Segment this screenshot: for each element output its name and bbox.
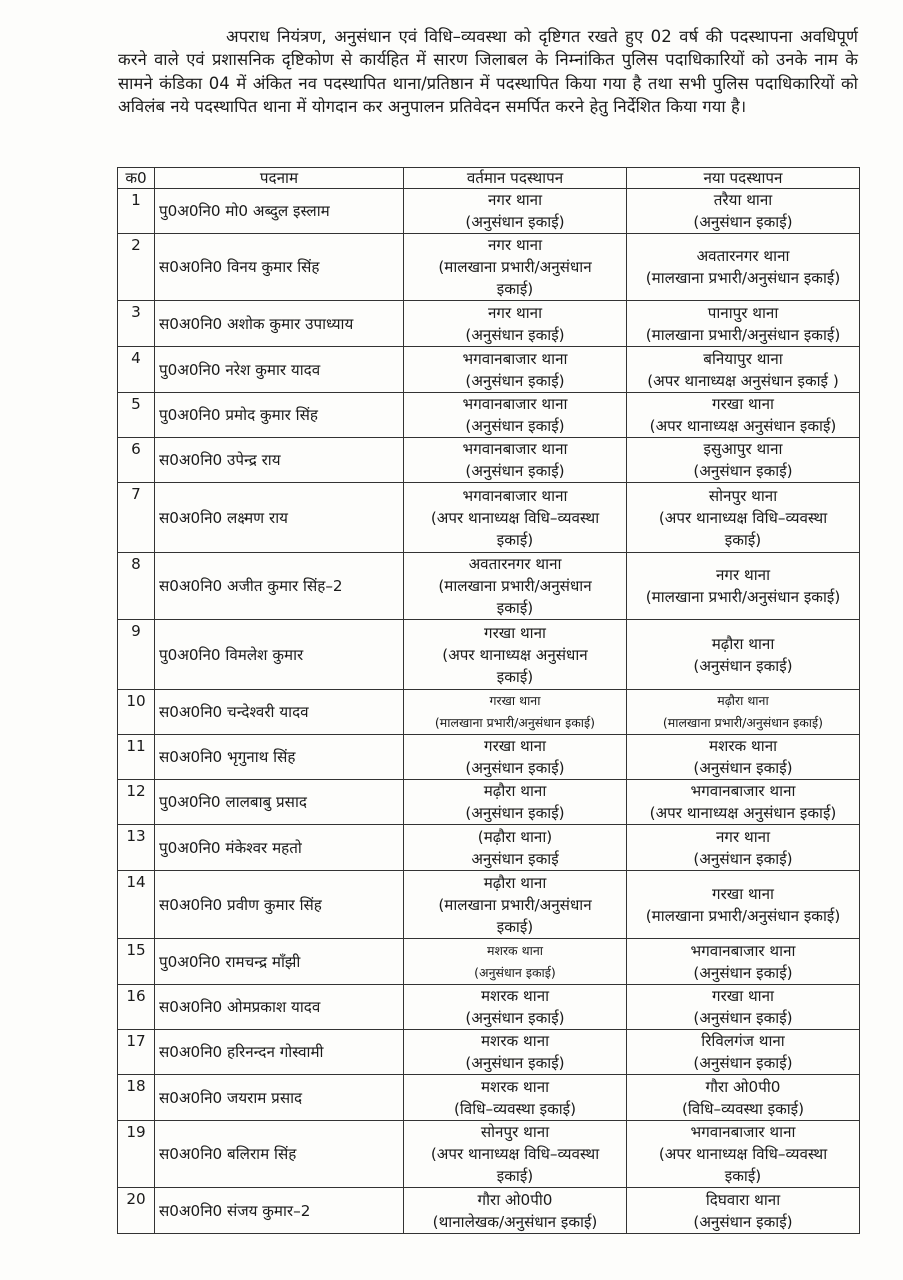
serial-number: 13 bbox=[118, 825, 155, 871]
table-row bbox=[118, 735, 860, 780]
new-posting-line: (अनुसंधान इकाई) bbox=[693, 1009, 793, 1027]
new-posting-line: (अनुसंधान इकाई) bbox=[693, 759, 793, 777]
current-posting bbox=[404, 189, 627, 234]
table-row bbox=[118, 189, 860, 234]
officer-name: स0अ0नि0 जयराम प्रसाद bbox=[155, 1075, 404, 1121]
serial-number: 5 bbox=[118, 393, 155, 438]
current-posting-line: इकाई) bbox=[496, 599, 534, 617]
current-posting bbox=[404, 939, 627, 985]
new-posting bbox=[627, 189, 860, 234]
new-posting bbox=[627, 1188, 860, 1234]
current-posting bbox=[404, 1030, 627, 1075]
table-row bbox=[118, 553, 860, 620]
officer-name: स0अ0नि0 हरिनन्दन गोस्वामी bbox=[155, 1030, 404, 1075]
current-posting bbox=[404, 483, 627, 553]
new-posting-line: (अनुसंधान इकाई) bbox=[693, 462, 793, 480]
current-posting bbox=[404, 234, 627, 301]
current-posting bbox=[404, 690, 627, 735]
new-posting-line: (मालखाना प्रभारी/अनुसंधान इकाई) bbox=[662, 715, 824, 730]
new-posting-line: (अनुसंधान इकाई) bbox=[693, 213, 793, 231]
current-posting-line: (अनुसंधान इकाई) bbox=[465, 462, 565, 480]
current-posting-line: (अपर थानाध्यक्ष विधि–व्यवस्था bbox=[430, 508, 600, 527]
current-posting bbox=[404, 825, 627, 871]
serial-number: 7 bbox=[118, 483, 155, 553]
current-posting-line: (अपर थानाध्यक्ष विधि–व्यवस्था bbox=[430, 1145, 600, 1163]
serial-number: 6 bbox=[118, 438, 155, 483]
new-posting-line: (अपर थानाध्यक्ष विधि–व्यवस्था bbox=[658, 1145, 828, 1163]
new-posting-line: मढ़ौरा थाना bbox=[711, 634, 775, 653]
table-row bbox=[118, 939, 860, 985]
new-posting-line: (मालखाना प्रभारी/अनुसंधान इकाई) bbox=[645, 325, 841, 344]
new-posting bbox=[627, 620, 860, 690]
new-posting-line: (मालखाना प्रभारी/अनुसंधान इकाई) bbox=[645, 269, 841, 287]
new-posting bbox=[627, 234, 860, 301]
officer-name: पु0अ0नि0 नरेश कुमार यादव bbox=[155, 347, 404, 393]
new-posting-line: (मालखाना प्रभारी/अनुसंधान इकाई) bbox=[645, 588, 841, 606]
table-row bbox=[118, 1075, 860, 1121]
serial-number: 14 bbox=[118, 871, 155, 939]
new-posting-line: तरैया थाना bbox=[713, 191, 773, 209]
current-posting-line: (मालखाना प्रभारी/अनुसंधान bbox=[438, 258, 592, 276]
serial-number: 10 bbox=[118, 690, 155, 735]
table-body bbox=[118, 189, 860, 1234]
current-posting bbox=[404, 780, 627, 825]
table-row bbox=[118, 483, 860, 553]
officer-name: स0अ0नि0 संजय कुमार–2 bbox=[155, 1188, 404, 1234]
new-posting-line: इकाई) bbox=[724, 1167, 762, 1185]
officer-name: पु0अ0नि0 रामचन्द्र माँझी bbox=[155, 939, 404, 985]
serial-number: 9 bbox=[118, 620, 155, 690]
serial-number: 18 bbox=[118, 1075, 155, 1121]
new-posting bbox=[627, 825, 860, 871]
intro-paragraph: अपराध नियंत्रण, अनुसंधान एवं विधि–व्यवस्था को दृष्टिगत रखते हुए 02 वर्ष की पदस्थापना अवधिपूर्ण करने वाले एवं प्रशासनिक दृष्टिकोण से कार्यहित में सारण जिलाबल के निम्नांकित पुलिस पदाधिकारियों को उनके नाम के सामने कंडिका 04 में अंकित नव पदस्थापित थाना/प्रतिष्ठान में पदस्थापित किया गया है तथा सभी पुलिस पदाधिकारियों को अविलंब नये पदस्थापित थाना में योगदान कर अनुपालन प्रतिवेदन समर्पित करने हेतु निर्देशित किया गया है। bbox=[118, 26, 858, 117]
current-posting bbox=[404, 1075, 627, 1121]
current-posting bbox=[404, 438, 627, 483]
new-posting-line: अवतारनगर थाना bbox=[696, 247, 790, 265]
new-posting-line: (अपर थानाध्यक्ष अनुसंधान इकाई ) bbox=[647, 371, 839, 390]
table-row bbox=[118, 780, 860, 825]
current-posting bbox=[404, 620, 627, 690]
current-posting-line: (अनुसंधान इकाई) bbox=[465, 213, 565, 231]
officer-name: पु0अ0नि0 मंकेश्वर महतो bbox=[155, 825, 404, 871]
new-posting bbox=[627, 1030, 860, 1075]
serial-number: 11 bbox=[118, 735, 155, 780]
new-posting-line: (मालखाना प्रभारी/अनुसंधान इकाई) bbox=[645, 906, 841, 925]
header-designation: पदनाम bbox=[155, 168, 404, 189]
current-posting bbox=[404, 985, 627, 1030]
current-posting-line: मशरक थाना bbox=[480, 1032, 550, 1050]
new-posting bbox=[627, 301, 860, 347]
table-row bbox=[118, 438, 860, 483]
officer-name: स0अ0नि0 बलिराम सिंह bbox=[155, 1121, 404, 1188]
current-posting-line: (थानालेखक/अनुसंधान इकाई) bbox=[432, 1212, 598, 1231]
current-posting-line: (अपर थानाध्यक्ष अनुसंधान bbox=[442, 645, 588, 664]
current-posting-line: इकाई) bbox=[496, 280, 534, 298]
officer-name: पु0अ0नि0 मो0 अब्दुल इस्लाम bbox=[155, 189, 404, 234]
current-posting bbox=[404, 347, 627, 393]
current-posting-line: (अनुसंधान इकाई) bbox=[465, 1009, 565, 1027]
current-posting-line: भगवानबाजार थाना bbox=[462, 395, 568, 413]
new-posting-line: (अपर थानाध्यक्ष विधि–व्यवस्था bbox=[658, 508, 828, 527]
current-posting-line: (मढ़ौरा थाना) bbox=[477, 827, 553, 846]
serial-number: 8 bbox=[118, 553, 155, 620]
officer-name: स0अ0नि0 लक्ष्मण राय bbox=[155, 483, 404, 553]
new-posting-line: (अनुसंधान इकाई) bbox=[693, 849, 793, 868]
current-posting-line: (मालखाना प्रभारी/अनुसंधान bbox=[438, 895, 592, 914]
current-posting-line: नगर थाना bbox=[487, 303, 543, 322]
new-posting-line: भगवानबाजार थाना bbox=[690, 782, 796, 800]
new-posting bbox=[627, 985, 860, 1030]
header-serial: क0 bbox=[118, 168, 155, 189]
current-posting-line: मशरक थाना bbox=[480, 987, 550, 1005]
new-posting-line: मढ़ौरा थाना bbox=[717, 693, 769, 708]
new-posting-line: (अनुसंधान इकाई) bbox=[693, 656, 793, 675]
new-posting bbox=[627, 735, 860, 780]
header-new-posting: नया पदस्थापन bbox=[627, 168, 860, 189]
header-current-posting: वर्तमान पदस्थापन bbox=[404, 168, 627, 189]
current-posting-line: भगवानबाजार थाना bbox=[462, 349, 568, 368]
new-posting bbox=[627, 780, 860, 825]
serial-number: 12 bbox=[118, 780, 155, 825]
new-posting bbox=[627, 690, 860, 735]
officer-name: स0अ0नि0 अशोक कुमार उपाध्याय bbox=[155, 301, 404, 347]
current-posting-line: (अनुसंधान इकाई) bbox=[474, 964, 556, 980]
current-posting-line: (अनुसंधान इकाई) bbox=[465, 1054, 565, 1072]
current-posting-line: गरखा थाना bbox=[484, 737, 546, 755]
table-row bbox=[118, 620, 860, 690]
new-posting-line: भगवानबाजार थाना bbox=[690, 1123, 796, 1141]
new-posting bbox=[627, 1075, 860, 1121]
current-posting-line: (मालखाना प्रभारी/अनुसंधान इकाई) bbox=[434, 715, 596, 730]
current-posting-line: नगर थाना bbox=[487, 191, 543, 209]
current-posting-line: (अनुसंधान इकाई) bbox=[465, 759, 565, 777]
new-posting-line: (अनुसंधान इकाई) bbox=[693, 963, 793, 982]
current-posting bbox=[404, 393, 627, 438]
officer-name: स0अ0नि0 विनय कुमार सिंह bbox=[155, 234, 404, 301]
new-posting-line: गरखा थाना bbox=[712, 987, 774, 1005]
current-posting-line: गरखा थाना bbox=[489, 693, 541, 708]
officer-name: स0अ0नि0 भृगुनाथ सिंह bbox=[155, 735, 404, 780]
current-posting-line: इकाई) bbox=[496, 530, 534, 549]
new-posting bbox=[627, 553, 860, 620]
officer-name: पु0अ0नि0 प्रमोद कुमार सिंह bbox=[155, 393, 404, 438]
new-posting-line: इकाई) bbox=[724, 530, 762, 549]
new-posting-line: दिघवारा थाना bbox=[705, 1190, 781, 1209]
new-posting-line: सोनपुर थाना bbox=[708, 486, 778, 505]
new-posting-line: (अनुसंधान इकाई) bbox=[693, 1054, 793, 1072]
current-posting bbox=[404, 735, 627, 780]
serial-number: 1 bbox=[118, 189, 155, 234]
current-posting-line: (विधि–व्यवस्था इकाई) bbox=[453, 1099, 577, 1118]
new-posting-line: नगर थाना bbox=[715, 827, 771, 846]
table-row bbox=[118, 347, 860, 393]
current-posting-line: गौरा ओ0पी0 bbox=[477, 1190, 553, 1209]
posting-table bbox=[117, 167, 860, 1234]
new-posting-line: नगर थाना bbox=[715, 566, 771, 584]
serial-number: 4 bbox=[118, 347, 155, 393]
current-posting-line: (अनुसंधान इकाई) bbox=[465, 325, 565, 344]
serial-number: 17 bbox=[118, 1030, 155, 1075]
officer-name: पु0अ0नि0 लालबाबु प्रसाद bbox=[155, 780, 404, 825]
officer-name: स0अ0नि0 उपेन्द्र राय bbox=[155, 438, 404, 483]
table-row bbox=[118, 301, 860, 347]
new-posting-line: भगवानबाजार थाना bbox=[690, 941, 796, 960]
officer-name: स0अ0नि0 ओमप्रकाश यादव bbox=[155, 985, 404, 1030]
new-posting-line: गरखा थाना bbox=[712, 395, 774, 413]
new-posting bbox=[627, 1121, 860, 1188]
table-row bbox=[118, 825, 860, 871]
current-posting-line: (मालखाना प्रभारी/अनुसंधान bbox=[438, 577, 592, 595]
current-posting-line: मशरक थाना bbox=[480, 1077, 550, 1096]
officer-name: स0अ0नि0 चन्देश्वरी यादव bbox=[155, 690, 404, 735]
new-posting bbox=[627, 939, 860, 985]
new-posting-line: (अपर थानाध्यक्ष अनुसंधान इकाई) bbox=[649, 417, 837, 435]
current-posting-line: मढ़ौरा थाना bbox=[483, 782, 547, 800]
new-posting-line: मशरक थाना bbox=[708, 737, 778, 755]
new-posting-line: रिविलगंज थाना bbox=[701, 1032, 785, 1050]
new-posting bbox=[627, 871, 860, 939]
current-posting-line: गरखा थाना bbox=[484, 623, 546, 642]
new-posting-line: (अनुसंधान इकाई) bbox=[693, 1212, 793, 1231]
current-posting-line: नगर थाना bbox=[487, 236, 543, 254]
current-posting bbox=[404, 301, 627, 347]
officer-name: स0अ0नि0 प्रवीण कुमार सिंह bbox=[155, 871, 404, 939]
current-posting-line: भगवानबाजार थाना bbox=[462, 440, 568, 458]
table-row bbox=[118, 1121, 860, 1188]
current-posting-line: इकाई) bbox=[496, 917, 534, 936]
new-posting bbox=[627, 438, 860, 483]
current-posting bbox=[404, 1188, 627, 1234]
new-posting bbox=[627, 347, 860, 393]
current-posting-line: भगवानबाजार थाना bbox=[462, 486, 568, 505]
table-row bbox=[118, 871, 860, 939]
serial-number: 15 bbox=[118, 939, 155, 985]
officer-name: पु0अ0नि0 विमलेश कुमार bbox=[155, 620, 404, 690]
new-posting-line: पानापुर थाना bbox=[707, 303, 779, 322]
serial-number: 3 bbox=[118, 301, 155, 347]
table-row bbox=[118, 1188, 860, 1234]
table-header-row bbox=[118, 168, 860, 189]
table-row bbox=[118, 393, 860, 438]
current-posting-line: अवतारनगर थाना bbox=[468, 555, 562, 573]
current-posting-line: मढ़ौरा थाना bbox=[483, 873, 547, 892]
current-posting-line: (अनुसंधान इकाई) bbox=[465, 371, 565, 390]
current-posting-line: अनुसंधान इकाई bbox=[471, 849, 559, 868]
serial-number: 16 bbox=[118, 985, 155, 1030]
table-row bbox=[118, 985, 860, 1030]
new-posting bbox=[627, 483, 860, 553]
current-posting bbox=[404, 553, 627, 620]
table-row bbox=[118, 1030, 860, 1075]
new-posting-line: (अपर थानाध्यक्ष अनुसंधान इकाई) bbox=[649, 804, 837, 822]
current-posting-line: सोनपुर थाना bbox=[480, 1123, 550, 1141]
new-posting-line: इसुआपुर थाना bbox=[703, 440, 783, 458]
current-posting-line: इकाई) bbox=[496, 667, 534, 686]
table-row bbox=[118, 690, 860, 735]
new-posting bbox=[627, 393, 860, 438]
serial-number: 2 bbox=[118, 234, 155, 301]
current-posting bbox=[404, 871, 627, 939]
new-posting-line: (विधि–व्यवस्था इकाई) bbox=[681, 1099, 805, 1118]
current-posting-line: (अनुसंधान इकाई) bbox=[465, 804, 565, 822]
new-posting-line: गौरा ओ0पी0 bbox=[705, 1077, 781, 1096]
current-posting-line: मशरक थाना bbox=[486, 942, 544, 958]
current-posting bbox=[404, 1121, 627, 1188]
serial-number: 20 bbox=[118, 1188, 155, 1234]
new-posting-line: बनियापुर थाना bbox=[703, 349, 783, 368]
officer-name: स0अ0नि0 अजीत कुमार सिंह–2 bbox=[155, 553, 404, 620]
serial-number: 19 bbox=[118, 1121, 155, 1188]
table-row bbox=[118, 234, 860, 301]
new-posting-line: गरखा थाना bbox=[712, 884, 774, 903]
current-posting-line: (अनुसंधान इकाई) bbox=[465, 417, 565, 435]
current-posting-line: इकाई) bbox=[496, 1167, 534, 1185]
